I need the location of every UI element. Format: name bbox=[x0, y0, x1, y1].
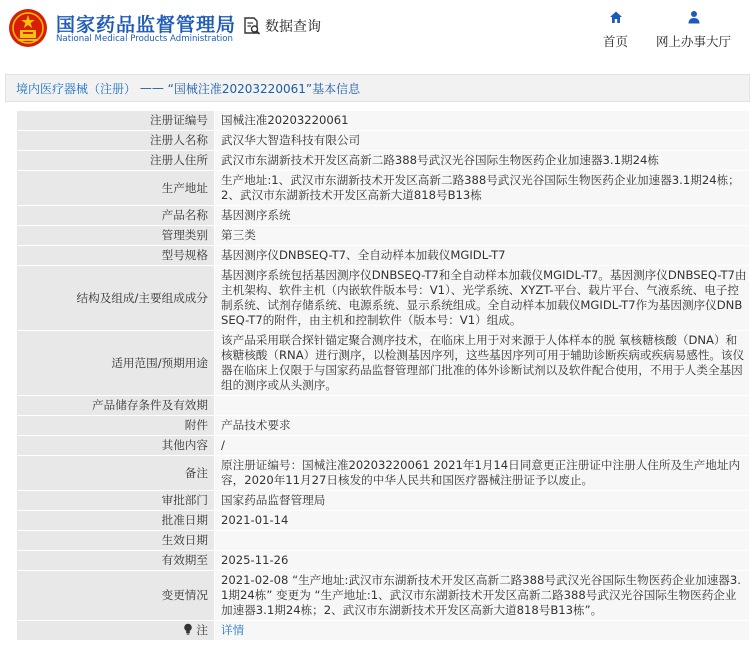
field-value: 该产品采用联合探针锚定聚合测序技术，在临床上用于对来源于人体样本的脱 氧核糖核酸（DNA）和核糖核酸（RNA）进行测序，以检测基因序列，这些基因序列可用于辅助诊断疾病或疾病易感性。该仪器在临床上仅限于与国家药品监督管理部门批准的体外诊断试剂以及软件配合使用，不用于人类全基因组的测序或从头测序。 bbox=[215, 331, 750, 396]
nav-online-service-hall[interactable] bbox=[656, 10, 731, 50]
field-label: 型号规格 bbox=[17, 246, 215, 266]
field-label: 适用范围/预期用途 bbox=[17, 331, 215, 396]
field-label: 注册人住所 bbox=[17, 151, 215, 171]
nav-home[interactable] bbox=[603, 10, 628, 50]
field-label: 产品储存条件及有效期 bbox=[17, 396, 215, 416]
field-value: 武汉市东湖新技术开发区高新二路388号武汉光谷国际生物医药企业加速器3.1期24栋 bbox=[215, 151, 750, 171]
table-row bbox=[17, 331, 750, 396]
field-label: 附件 bbox=[17, 416, 215, 436]
site-header bbox=[0, 0, 750, 62]
nav-home-label: 首页 bbox=[603, 34, 629, 49]
field-value bbox=[215, 396, 750, 416]
field-label: 审批部门 bbox=[17, 491, 215, 511]
field-label: 其他内容 bbox=[17, 436, 215, 456]
record-title-bar bbox=[5, 74, 750, 102]
field-value: 基因测序仪DNBSEQ-T7、全自动样本加载仪MGIDL-T7 bbox=[215, 246, 750, 266]
field-label: 生产地址 bbox=[17, 171, 215, 206]
field-label: 注册人名称 bbox=[17, 131, 215, 151]
data-query-link[interactable] bbox=[242, 16, 321, 36]
document-search-icon bbox=[242, 16, 262, 36]
field-value: 国械注准20203220061 bbox=[215, 111, 750, 131]
field-value: 基因测序系统 bbox=[215, 206, 750, 226]
field-label: 注册证编号 bbox=[17, 111, 215, 131]
field-value: 基因测序系统包括基因测序仪DNBSEQ-T7和全自动样本加载仪MGIDL-T7。基因测序仪DNBSEQ-T7由主机架构、软件主机（内嵌软件版本号：V1）、光学系统、XYZT-平台、载片平台、气液系统、电子控制系统、试剂存储系统、电源系统、显示系统组成。全自动样本加载仪MGIDL-T7作为基因测序仪DNBSEQ-T7的附件，由主机和控制软件（版本号：V1）组成。 bbox=[215, 266, 750, 331]
field-value bbox=[215, 531, 750, 551]
field-label: 管理类别 bbox=[17, 226, 215, 246]
field-label: 批准日期 bbox=[17, 511, 215, 531]
table-row bbox=[17, 436, 750, 456]
table-row bbox=[17, 171, 750, 206]
field-label: 变更情况 bbox=[17, 571, 215, 621]
table-row bbox=[17, 151, 750, 171]
title-separator: —— bbox=[136, 81, 168, 95]
field-value: 生产地址:1、武汉市东湖新技术开发区高新二路388号武汉光谷国际生物医药企业加速器3.1期24栋；2、武汉市东湖新技术开发区高新大道818号B13栋 bbox=[215, 171, 750, 206]
field-value: 原注册证编号：国械注准20203220061 2021年1月14日同意更正注册证中注册人住所及生产地址内容，2020年11月27日核发的中华人民共和国医疗器械注册证予以废止。 bbox=[215, 456, 750, 491]
user-icon bbox=[687, 10, 701, 24]
registration-detail-table bbox=[16, 110, 750, 641]
data-query-label: 数据查询 bbox=[265, 19, 321, 35]
field-label: 结构及组成/主要组成成分 bbox=[17, 266, 215, 331]
brand-name-en: National Medical Products Administration bbox=[56, 34, 233, 44]
brand-name-cn: 国家药品监督管理局 bbox=[56, 14, 237, 36]
field-value: 2025-11-26 bbox=[215, 551, 750, 571]
table-row bbox=[17, 456, 750, 491]
home-icon bbox=[609, 10, 623, 24]
table-row bbox=[17, 551, 750, 571]
table-row bbox=[17, 396, 750, 416]
field-value: 国家药品监督管理局 bbox=[215, 491, 750, 511]
field-label: 生效日期 bbox=[17, 531, 215, 551]
field-value: 第三类 bbox=[215, 226, 750, 246]
title-suffix: 基本信息 bbox=[312, 81, 361, 96]
field-value: 武汉华大智造科技有限公司 bbox=[215, 131, 750, 151]
table-row bbox=[17, 531, 750, 551]
table-row bbox=[17, 571, 750, 621]
table-row bbox=[17, 206, 750, 226]
table-row bbox=[17, 246, 750, 266]
table-row bbox=[17, 226, 750, 246]
field-label: 备注 bbox=[17, 456, 215, 491]
table-row bbox=[17, 416, 750, 436]
field-label: 产品名称 bbox=[17, 206, 215, 226]
details-link[interactable]: 详情 bbox=[221, 623, 245, 637]
note-label: 注 bbox=[196, 623, 208, 637]
table-row bbox=[17, 266, 750, 331]
field-value: 2021-01-14 bbox=[215, 511, 750, 531]
field-label: 有效期至 bbox=[17, 551, 215, 571]
national-emblem-icon bbox=[8, 8, 48, 48]
note-label-cell bbox=[17, 621, 215, 641]
field-value: 产品技术要求 bbox=[215, 416, 750, 436]
field-value: 2021-02-08 “生产地址:武汉市东湖新技术开发区高新二路388号武汉光谷国际生物医药企业加速器3.1期24栋” 变更为 “生产地址:1、武汉市东湖新技术开发区高新二路388号武汉光谷国际生物医药企业加速器3.1期24栋；2、武汉市东湖新技术开发区高新大道818号B13栋”。 bbox=[215, 571, 750, 621]
table-row bbox=[17, 111, 750, 131]
breadcrumb-category-link[interactable]: 境内医疗器械（注册） bbox=[16, 81, 137, 96]
field-value: / bbox=[215, 436, 750, 456]
nav-online-service-hall-label: 网上办事大厅 bbox=[656, 34, 732, 49]
table-row bbox=[17, 131, 750, 151]
table-row bbox=[17, 621, 750, 641]
table-row bbox=[17, 511, 750, 531]
table-row bbox=[17, 491, 750, 511]
lightbulb-icon bbox=[183, 623, 193, 635]
title-registration-number: “国械注准20203220061” bbox=[167, 81, 313, 96]
